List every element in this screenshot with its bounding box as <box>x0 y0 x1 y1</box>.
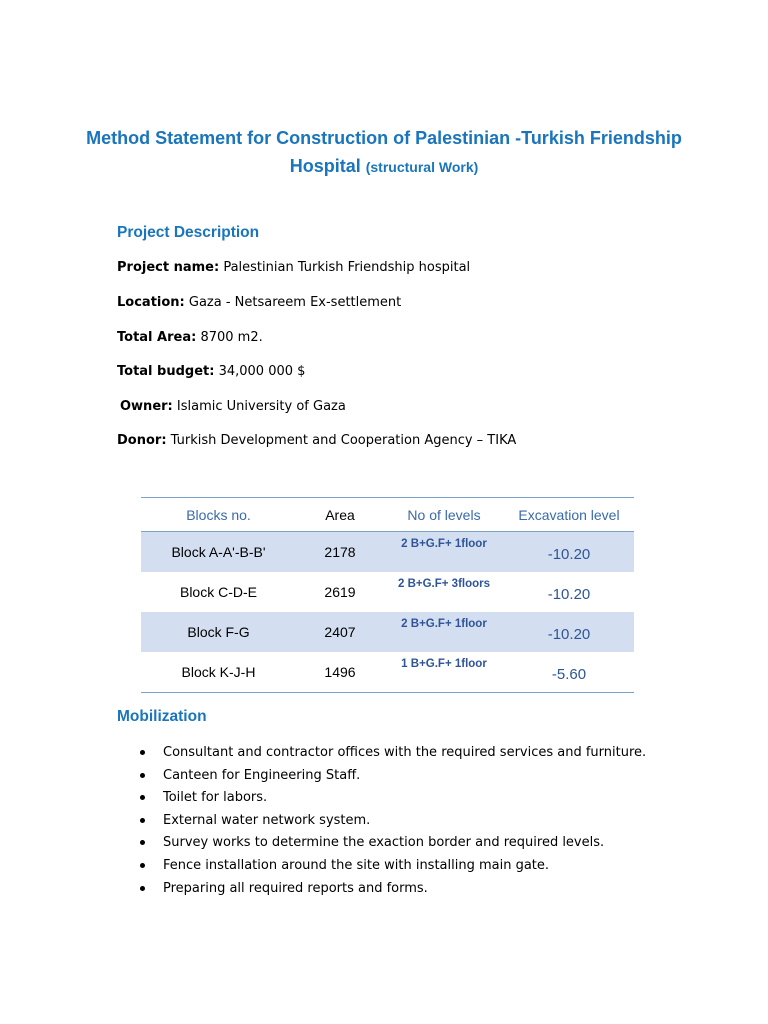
field-label: Total Area: <box>117 330 197 345</box>
cell-area: 1496 <box>296 652 384 693</box>
cell-excavation: -10.20 <box>504 612 634 652</box>
list-item-text: Consultant and contractor offices with the required services and furniture. <box>163 745 647 760</box>
list-item-text: Canteen for Engineering Staff. <box>163 767 361 783</box>
list-item-text: Preparing all required reports and forms. <box>163 880 428 896</box>
bullet-icon <box>140 886 145 891</box>
cell-block: Block K-J-H <box>141 652 296 693</box>
cell-area: 2619 <box>324 584 356 600</box>
field-value: Islamic University of Gaza <box>176 399 346 414</box>
list-item <box>138 880 646 903</box>
bullet-icon <box>140 863 145 868</box>
field-label: Donor: <box>117 433 167 448</box>
col-header-blocks: Blocks no. <box>141 498 296 532</box>
bullet-icon <box>140 773 145 778</box>
mobilization-list <box>138 744 646 902</box>
cell-levels: 2 B+G.F+ 3floors <box>397 578 491 590</box>
document-title <box>60 124 708 181</box>
field-label: Location: <box>117 295 185 310</box>
bullet-icon <box>140 750 145 755</box>
field-value: Gaza - Netsareem Ex-settlement <box>188 295 402 310</box>
bullet-icon <box>140 818 145 823</box>
field-project-name <box>117 260 470 275</box>
field-location <box>117 295 401 310</box>
field-value: 8700 m2. <box>200 330 263 345</box>
title-main: Method Statement for Construction of Palestinian -Turkish Friendship Hospital <box>86 128 682 176</box>
table-row <box>141 572 634 612</box>
cell-levels: 2 B+G.F+ 1floor <box>384 532 504 573</box>
list-item-text: Survey works to determine the exaction border and required levels. <box>163 835 605 851</box>
cell-block: Block A-A'-B-B' <box>141 532 296 573</box>
field-value: 34,000 000 $ <box>218 364 306 379</box>
col-header-excavation: Excavation level <box>504 498 634 532</box>
list-item <box>138 857 646 880</box>
cell-excavation: -10.20 <box>547 585 591 603</box>
list-item <box>138 834 646 857</box>
cell-levels: 2 B+G.F+ 1floor <box>384 612 504 652</box>
list-item <box>138 767 646 790</box>
list-item-text: External water network system. <box>163 812 371 828</box>
list-item-text: Toilet for labors. <box>163 790 268 806</box>
table-row <box>141 652 634 693</box>
cell-excavation: -10.20 <box>504 532 634 573</box>
list-item <box>138 789 646 812</box>
blocks-table <box>141 497 634 693</box>
cell-block: Block F-G <box>141 612 296 652</box>
title-suffix: (structural Work) <box>365 159 479 175</box>
cell-excavation: -5.60 <box>504 652 634 693</box>
table-header-row <box>141 498 634 532</box>
cell-block: Block C-D-E <box>179 584 257 600</box>
cell-levels: 1 B+G.F+ 1floor <box>384 652 504 693</box>
list-item-text: Fence installation around the site with installing main gate. <box>163 857 550 873</box>
cell-area: 2178 <box>296 532 384 573</box>
bullet-icon <box>140 795 145 800</box>
table-row <box>141 612 634 652</box>
field-value: Palestinian Turkish Friendship hospital <box>223 260 471 275</box>
field-label: Owner: <box>120 399 173 414</box>
field-total-area <box>117 330 263 345</box>
field-donor <box>117 433 516 448</box>
list-item <box>138 744 646 767</box>
field-owner <box>120 399 346 414</box>
list-item <box>138 812 646 835</box>
field-label: Total budget: <box>117 364 215 379</box>
field-label: Project name: <box>117 260 220 275</box>
field-total-budget <box>117 364 305 379</box>
mobilization-heading: Mobilization <box>117 708 207 725</box>
project-description-heading: Project Description <box>117 224 260 241</box>
cell-area: 2407 <box>296 612 384 652</box>
table-row <box>141 532 634 573</box>
field-value: Turkish Development and Cooperation Agency – TIKA <box>170 433 517 448</box>
bullet-icon <box>140 840 145 845</box>
col-header-area: Area <box>296 498 384 532</box>
col-header-levels: No of levels <box>384 498 504 532</box>
